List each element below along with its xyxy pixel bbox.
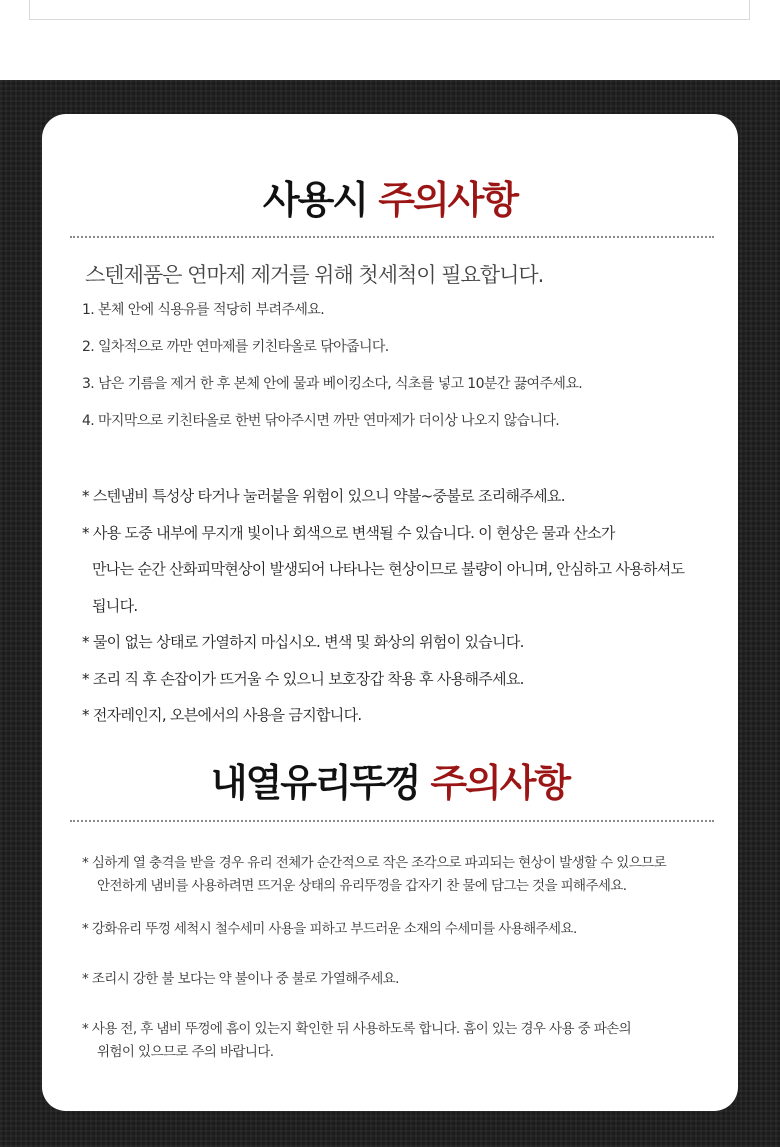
note-item: * 전자레인지, 오븐에서의 사용을 금지합니다. <box>82 706 362 724</box>
note-line: 안전하게 냄비를 사용하려면 뜨거운 상태의 유리뚜껑을 갑자기 찬 물에 담그는 것을 피해주세요. <box>97 878 627 894</box>
dotted-divider <box>70 236 714 238</box>
step-item: 3. 남은 기름을 제거 한 후 본체 안에 물과 베이킹소다, 식초를 넣고 10분간 끓여주세요. <box>82 376 583 392</box>
usage-notes <box>82 478 722 734</box>
dotted-divider <box>70 820 714 822</box>
top-content-box <box>29 0 750 20</box>
glass-note-item: * 강화유리 뚜껑 세척시 철수세미 사용을 피하고 부드러운 소재의 수세미를 사용해주세요. <box>82 921 577 937</box>
glass-lid-notes <box>82 852 722 1084</box>
title-accent-text: 주의사항 <box>430 761 570 805</box>
title-text: 내열유리뚜껑 <box>210 761 431 805</box>
glass-note-item <box>82 852 722 898</box>
note-line: 위험이 있으므로 주의 바랍니다. <box>97 1044 274 1060</box>
usage-caution-title <box>42 169 738 224</box>
first-wash-steps <box>82 300 582 448</box>
glass-note-item <box>82 1018 722 1064</box>
note-item: * 물이 없는 상태로 가열하지 마십시오. 변색 및 화상의 위험이 있습니다. <box>82 633 524 651</box>
note-item: * 스텐냄비 특성상 타거나 눌러붙을 위험이 있으니 약불~중불로 조리해주세요. <box>82 487 565 505</box>
title-accent-text: 주의사항 <box>378 178 518 222</box>
note-line: 됩니다. <box>92 596 138 615</box>
caution-card <box>42 114 738 1111</box>
note-line: 만나는 순간 산화피막현상이 발생되어 나타나는 현상이므로 불량이 아니며, 안심하고 사용하셔도 <box>92 560 685 578</box>
note-line: * 사용 도중 내부에 무지개 빛이나 회색으로 변색될 수 있습니다. 이 현상은 물과 산소가 <box>82 523 615 542</box>
first-wash-subheading: 스텐제품은 연마제 제거를 위해 첫세척이 필요합니다. <box>85 263 544 287</box>
step-item: 2. 일차적으로 까만 연마제를 키친타올로 닦아줍니다. <box>82 339 389 355</box>
note-item: * 조리 직 후 손잡이가 뜨거울 수 있으니 보호장갑 착용 후 사용해주세요. <box>82 669 524 688</box>
glass-note-item: * 조리시 강한 불 보다는 약 불이나 중 불로 가열해주세요. <box>82 971 399 987</box>
note-line: * 사용 전, 후 냄비 뚜껑에 흠이 있는지 확인한 뒤 사용하도록 합니다. 흠이 있는 경우 사용 중 파손의 <box>82 1021 632 1037</box>
title-text: 사용시 <box>262 178 379 222</box>
note-line: * 심하게 열 충격을 받을 경우 유리 전체가 순간적으로 작은 조각으로 파괴되는 현상이 발생할 수 있으므로 <box>82 855 667 871</box>
step-item: 4. 마지막으로 키친타올로 한번 닦아주시면 까만 연마제가 더이상 나오지 않습니다. <box>82 413 560 429</box>
step-item: 1. 본체 안에 식용유를 적당히 부려주세요. <box>82 302 325 318</box>
glass-lid-caution-title <box>42 752 738 807</box>
note-item <box>82 515 722 625</box>
